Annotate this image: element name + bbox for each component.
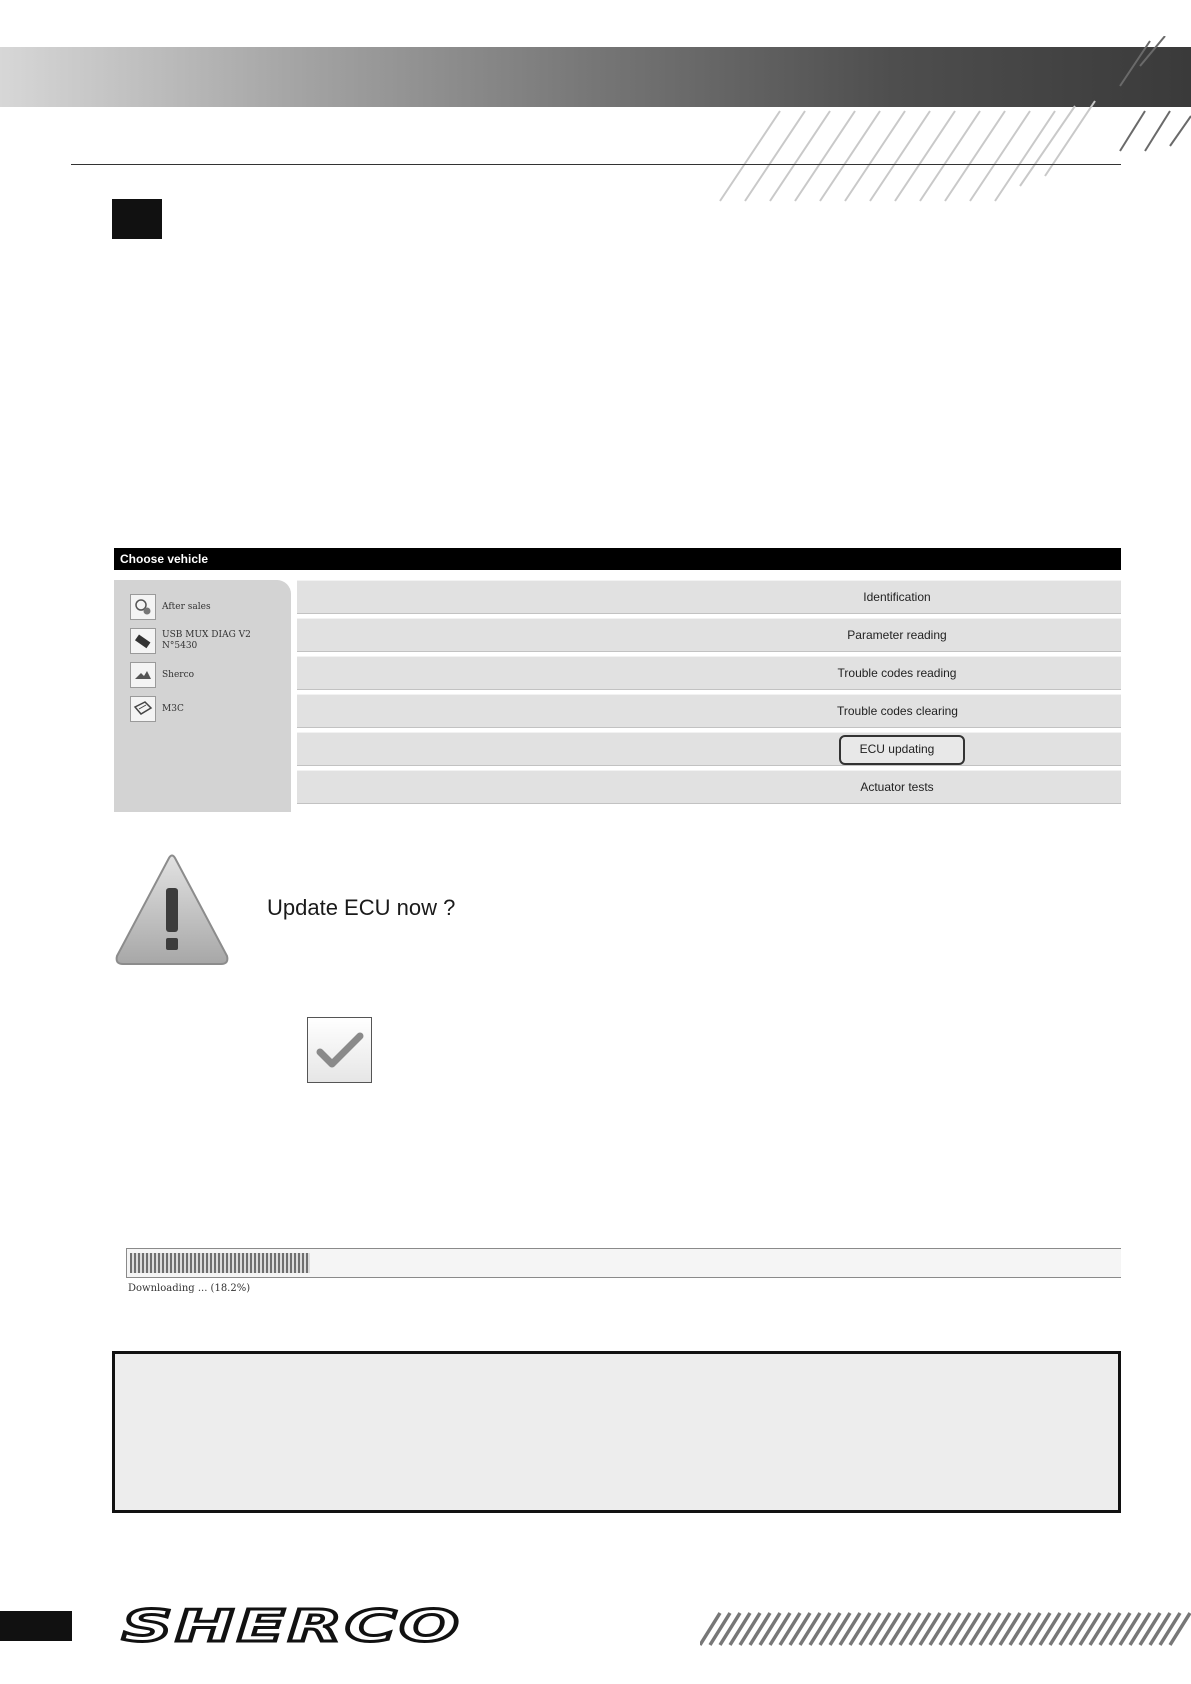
actuator-tests-button[interactable] — [297, 770, 1121, 804]
sidebar-item-m3c[interactable] — [130, 696, 262, 722]
usb-interface-icon — [130, 628, 156, 654]
download-progress-bar — [126, 1248, 1121, 1278]
header-rule — [71, 164, 1121, 165]
sidebar-item-label: Sherco — [162, 669, 195, 680]
button-label: Parameter reading — [847, 628, 947, 642]
ecu-module-icon — [130, 696, 156, 722]
sidebar-item-label: After sales — [162, 601, 211, 612]
svg-text:SHERCO: SHERCO — [122, 1605, 462, 1647]
checkmark-icon — [316, 1030, 364, 1070]
parameter-reading-button[interactable] — [297, 618, 1121, 652]
page-number-block — [0, 1611, 72, 1641]
button-label: Trouble codes clearing — [837, 704, 958, 718]
warning-icon — [113, 852, 231, 968]
button-label: Identification — [863, 590, 931, 604]
sherco-brand-icon — [130, 662, 156, 688]
trouble-codes-clearing-button[interactable] — [297, 694, 1121, 728]
sidebar-item-label: USB MUX DIAG V2 N°5430 — [162, 630, 251, 651]
vehicle-sidebar — [114, 580, 291, 812]
sherco-logo — [118, 1605, 468, 1647]
identification-button[interactable] — [297, 580, 1121, 614]
app-title-bar: Choose vehicle — [114, 548, 1121, 570]
trouble-codes-reading-button[interactable] — [297, 656, 1121, 690]
after-sales-icon — [130, 594, 156, 620]
header-stripes — [700, 36, 1191, 206]
button-label: Actuator tests — [860, 780, 934, 794]
button-label: ECU updating — [859, 742, 935, 756]
section-marker — [112, 199, 162, 239]
sidebar-item-sherco[interactable] — [130, 662, 262, 688]
ecu-updating-button[interactable] — [297, 732, 1121, 766]
sidebar-item-usb-interface[interactable] — [130, 628, 262, 654]
progress-status-text: Downloading ... (18.2%) — [128, 1283, 251, 1294]
note-box — [112, 1351, 1121, 1513]
progress-fill — [130, 1253, 310, 1273]
dialog-message: Update ECU now ? — [267, 895, 456, 920]
button-label: Trouble codes reading — [837, 666, 957, 680]
footer-stripes — [700, 1611, 1191, 1647]
sidebar-item-label: M3C — [162, 703, 184, 714]
confirm-button[interactable] — [307, 1017, 372, 1083]
sidebar-item-after-sales[interactable] — [130, 594, 262, 620]
